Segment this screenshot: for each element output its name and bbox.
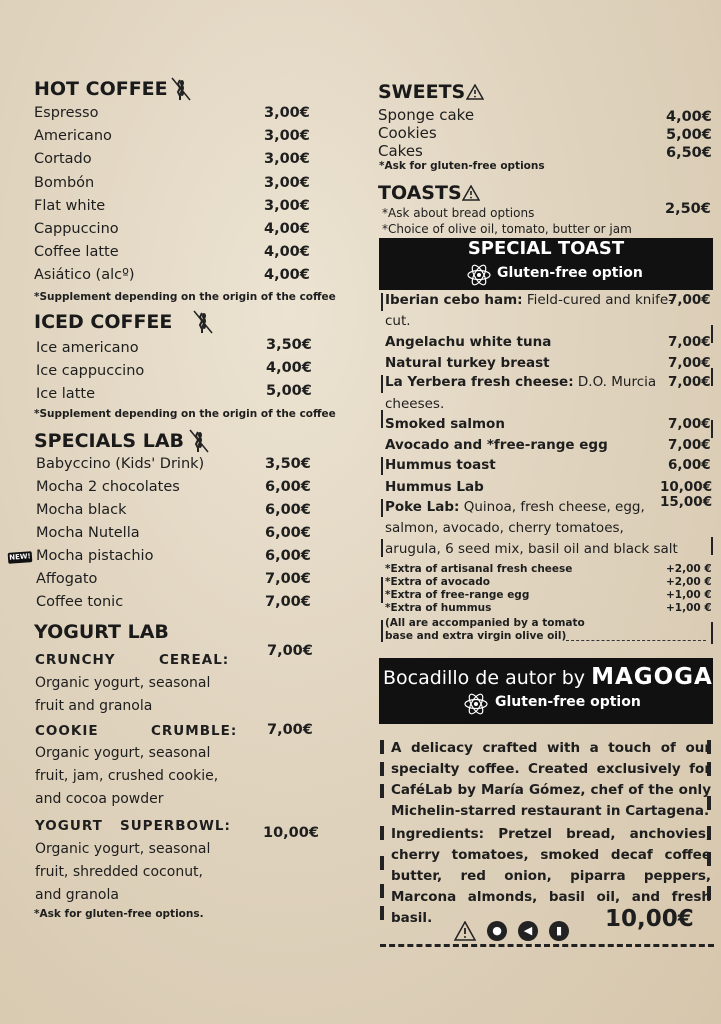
wheat-icon bbox=[190, 309, 214, 335]
warning-icon bbox=[454, 921, 476, 941]
atom-icon bbox=[466, 262, 492, 288]
specials-lab-item-price: 3,50€ bbox=[265, 456, 311, 472]
fish-allergen-icon: ◀ bbox=[518, 921, 538, 941]
iced-coffee-item-name: Ice latte bbox=[36, 386, 95, 402]
hot-coffee-item-name: Cappuccino bbox=[34, 221, 119, 237]
iced-coffee-item-price: 4,00€ bbox=[266, 360, 312, 376]
toast-item-5: Smoked salmon bbox=[385, 416, 505, 432]
toast-item-9-line3: arugula, 6 seed mix, basil oil and black salt bbox=[385, 541, 678, 557]
specials-lab-title: SPECIALS LAB bbox=[34, 430, 185, 452]
magoga-title: Bocadillo de autor by MAGOGA bbox=[383, 664, 713, 690]
bracket-bar bbox=[381, 457, 383, 475]
bracket-bar bbox=[381, 499, 383, 517]
accompany-2: base and extra virgin olive oil) bbox=[385, 630, 567, 642]
dashed-divider bbox=[380, 944, 714, 947]
hot-coffee-item-name: Americano bbox=[34, 128, 112, 145]
toast-item-3-price: 7,00€ bbox=[668, 355, 711, 371]
specials-lab-item-price: 6,00€ bbox=[265, 548, 311, 564]
bracket-bar bbox=[380, 740, 384, 754]
hot-coffee-item-price: 3,00€ bbox=[264, 128, 310, 145]
special-toast-subtitle: Gluten-free option bbox=[497, 265, 643, 281]
specials-lab-item-price: 6,00€ bbox=[265, 479, 311, 495]
hot-coffee-item-price: 4,00€ bbox=[264, 221, 310, 237]
hot-coffee-note: *Supplement depending on the origin of the coffee bbox=[34, 291, 336, 303]
toast-item-4-price: 7,00€ bbox=[668, 374, 711, 390]
sweets-note: *Ask for gluten-free options bbox=[379, 160, 545, 172]
hot-coffee-item-name: Flat white bbox=[34, 197, 106, 214]
yogurt-item-2-desc: Organic yogurt, seasonal fruit, jam, crushed cookie, and cocoa powder bbox=[35, 745, 219, 807]
hot-coffee-item-name: Coffee latte bbox=[34, 244, 119, 261]
hot-coffee-item-name: Bombón bbox=[34, 174, 95, 191]
iced-coffee-item-name: Ice cappuccino bbox=[36, 363, 145, 379]
yogurt-item-2-price: 7,00€ bbox=[267, 722, 313, 738]
toast-item-9: Poke Lab: Quinoa, fresh cheese, egg, bbox=[385, 499, 645, 515]
yogurt-note: *Ask for gluten-free options. bbox=[34, 908, 204, 920]
bracket-bar bbox=[381, 620, 383, 642]
specials-lab-item-name: Mocha Nutella bbox=[36, 525, 140, 541]
extra-item-price: +2,00 € bbox=[666, 576, 712, 588]
toast-item-6: Avocado and *free-range egg bbox=[385, 437, 608, 453]
iced-coffee-note: *Supplement depending on the origin of the coffee bbox=[34, 408, 336, 420]
bracket-bar bbox=[381, 539, 383, 557]
toasts-title: TOASTS bbox=[378, 182, 462, 204]
sweets-item-name: Sponge cake bbox=[378, 106, 475, 124]
atom-icon bbox=[463, 691, 489, 717]
extra-item-price: +1,00 € bbox=[666, 602, 712, 614]
magoga-price: 10,00€ bbox=[605, 906, 694, 932]
toast-item-4: La Yerbera fresh cheese: D.O. Murcia bbox=[385, 374, 657, 390]
magoga-header bbox=[379, 658, 713, 724]
special-toast-header bbox=[379, 238, 713, 290]
toasts-note-2: *Choice of olive oil, tomato, butter or jam bbox=[382, 222, 632, 236]
toast-item-1-line2: cut. bbox=[385, 313, 411, 329]
bracket-bar bbox=[381, 410, 383, 428]
specials-lab-item-name: Coffee tonic bbox=[36, 594, 124, 610]
yogurt-item-1-title-a: CRUNCHY bbox=[35, 652, 116, 668]
bracket-bar bbox=[381, 375, 383, 393]
toast-item-6-price: 7,00€ bbox=[668, 437, 711, 453]
hot-coffee-item-price: 4,00€ bbox=[264, 267, 310, 284]
bracket-bar bbox=[380, 784, 384, 798]
specials-lab-item-price: 7,00€ bbox=[265, 594, 311, 610]
extra-item-name: *Extra of artisanal fresh cheese bbox=[385, 563, 573, 575]
bracket-bar bbox=[711, 537, 713, 555]
bracket-bar bbox=[381, 577, 383, 603]
sweets-title: SWEETS bbox=[378, 81, 466, 103]
egg-allergen-icon: ● bbox=[487, 921, 507, 941]
toast-item-3: Natural turkey breast bbox=[385, 355, 550, 371]
iced-coffee-item-name: Ice americano bbox=[36, 340, 139, 356]
extra-item-price: +2,00 € bbox=[666, 563, 712, 575]
bracket-bar bbox=[380, 762, 384, 776]
extra-item-name: *Extra of free-range egg bbox=[385, 589, 530, 601]
specials-lab-item-name: Mocha pistachio bbox=[36, 548, 154, 564]
specials-lab-item-name: Affogato bbox=[36, 571, 98, 587]
yogurt-item-3-desc: Organic yogurt, seasonal fruit, shredded coconut, and granola bbox=[35, 841, 211, 903]
specials-lab-item-price: 6,00€ bbox=[265, 502, 311, 518]
hot-coffee-item-name: Asiático (alcº) bbox=[34, 267, 135, 284]
bracket-bar bbox=[711, 368, 713, 386]
extra-item-name: *Extra of avocado bbox=[385, 576, 490, 588]
toast-item-2: Angelachu white tuna bbox=[385, 334, 552, 350]
specials-lab-item-price: 6,00€ bbox=[265, 525, 311, 541]
sweets-item-name: Cookies bbox=[378, 124, 437, 142]
sweets-item-price: 4,00€ bbox=[666, 109, 712, 125]
hot-coffee-item-price: 3,00€ bbox=[264, 105, 310, 121]
hot-coffee-item-price: 3,00€ bbox=[264, 174, 310, 191]
extra-item-price: +1,00 € bbox=[666, 589, 712, 601]
sweets-item-price: 6,50€ bbox=[666, 145, 712, 161]
yogurt-item-2-title-a: COOKIE bbox=[35, 723, 99, 739]
toasts-price: 2,50€ bbox=[665, 201, 711, 217]
bracket-bar bbox=[380, 826, 384, 840]
toast-item-7-price: 6,00€ bbox=[668, 457, 711, 473]
specials-lab-item-price: 7,00€ bbox=[265, 571, 311, 587]
extra-item-name: *Extra of hummus bbox=[385, 602, 492, 614]
toast-item-4-line2: cheeses. bbox=[385, 396, 445, 412]
accompany-1: (All are accompanied by a tomato bbox=[385, 617, 585, 629]
toast-item-7: Hummus toast bbox=[385, 457, 496, 473]
sweets-item-name: Cakes bbox=[378, 142, 423, 160]
toast-item-1: Iberian cebo ham: Field-cured and knife- bbox=[385, 292, 673, 308]
warning-icon bbox=[462, 185, 480, 201]
toast-item-1-price: 7,00€ bbox=[668, 292, 711, 308]
toast-item-2-price: 7,00€ bbox=[668, 334, 711, 350]
bracket-bar bbox=[380, 884, 384, 898]
toast-item-5-price: 7,00€ bbox=[668, 416, 711, 432]
bracket-bar bbox=[711, 325, 713, 343]
yogurt-item-3-price: 10,00€ bbox=[263, 825, 319, 841]
bracket-bar bbox=[380, 856, 384, 870]
yogurt-item-2-title-b: CRUMBLE: bbox=[151, 723, 238, 739]
special-toast-title: SPECIAL TOAST bbox=[467, 238, 625, 259]
milk-allergen-icon: ▮ bbox=[549, 921, 569, 941]
iced-coffee-item-price: 3,50€ bbox=[266, 337, 312, 353]
magoga-subtitle: Gluten-free option bbox=[495, 694, 641, 710]
sweets-item-price: 5,00€ bbox=[666, 127, 712, 143]
specials-lab-item-name: Mocha black bbox=[36, 502, 127, 518]
specials-lab-item-name: Mocha 2 chocolates bbox=[36, 479, 180, 495]
specials-lab-item-name: Babyccino (Kids' Drink) bbox=[36, 456, 205, 472]
hot-coffee-item-price: 3,00€ bbox=[264, 151, 310, 168]
wheat-icon bbox=[168, 76, 192, 102]
iced-coffee-title: ICED COFFEE bbox=[34, 311, 173, 333]
hot-coffee-item-price: 4,00€ bbox=[264, 244, 310, 261]
warning-icon bbox=[466, 84, 484, 100]
magoga-description: A delicacy crafted with a touch of our specialty coffee. Created exclusively for CaféLab by María Gómez, chef of the only Michelin-starred restaurant in Cartagena. bbox=[391, 740, 711, 819]
dashed-divider bbox=[566, 640, 706, 641]
toasts-note-1: *Ask about bread options bbox=[382, 206, 535, 220]
toast-item-9-price: 15,00€ bbox=[660, 494, 713, 510]
yogurt-item-3-title-a: YOGURT bbox=[35, 818, 103, 834]
hot-coffee-item-name: Espresso bbox=[34, 105, 99, 121]
bracket-bar bbox=[711, 420, 713, 438]
yogurt-lab-title: YOGURT LAB bbox=[34, 621, 169, 643]
yogurt-item-3-title-b: SUPERBOWL: bbox=[120, 818, 231, 834]
bracket-bar bbox=[711, 622, 713, 644]
magoga-ingredients: Ingredients: Pretzel bread, anchovies, cherry tomatoes, smoked decaf coffee butter, red onion, piparra peppers, Marcona almonds, basil oil, and fresh basil. bbox=[391, 826, 711, 926]
iced-coffee-item-price: 5,00€ bbox=[266, 383, 312, 399]
hot-coffee-item-name: Cortado bbox=[34, 151, 92, 168]
wheat-icon bbox=[186, 428, 210, 454]
toast-item-9-line2: salmon, avocado, cherry tomatoes, bbox=[385, 520, 624, 536]
yogurt-item-1-title-b: CEREAL: bbox=[159, 652, 230, 668]
toast-item-8: Hummus Lab bbox=[385, 479, 484, 495]
hot-coffee-title: HOT COFFEE bbox=[34, 78, 168, 100]
bracket-bar bbox=[381, 293, 383, 311]
bracket-bar bbox=[380, 906, 384, 920]
yogurt-item-1-price: 7,00€ bbox=[267, 643, 313, 659]
hot-coffee-item-price: 3,00€ bbox=[264, 197, 310, 214]
toast-item-8-price: 10,00€ bbox=[660, 479, 713, 495]
yogurt-item-1-desc: Organic yogurt, seasonal fruit and granola bbox=[35, 675, 211, 714]
new-badge: NEW! bbox=[8, 551, 33, 564]
